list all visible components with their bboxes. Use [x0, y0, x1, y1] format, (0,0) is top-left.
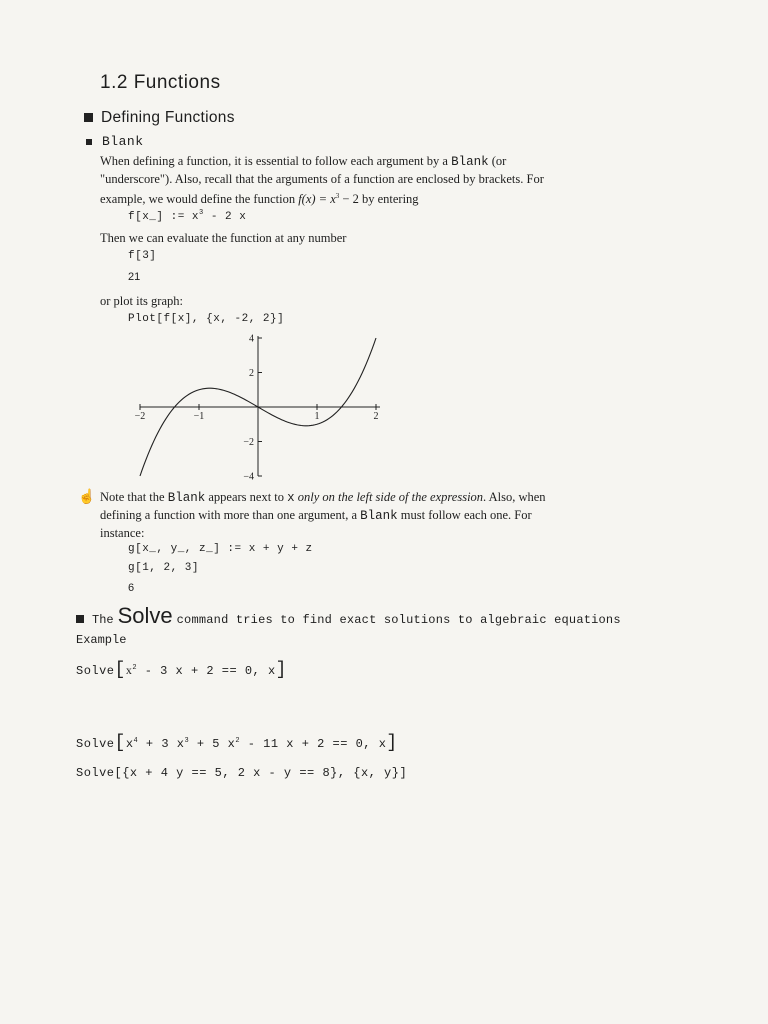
intro-line-3: example, we would define the function $f(x) = x^3 - 2$ by entering — [100, 192, 419, 206]
output-g: 6 — [128, 582, 135, 594]
eval-text: Then we can evaluate the function at any number — [100, 231, 347, 245]
code-evaluate: f[3] — [128, 250, 157, 262]
plot-text: or plot its graph: — [100, 294, 183, 308]
topic-bullet-icon — [86, 139, 92, 145]
y-tick-label: −2 — [243, 437, 254, 448]
x-tick-label: 1 — [314, 411, 320, 422]
solve-bullet-icon — [76, 615, 84, 623]
intro-paragraph — [100, 153, 640, 208]
code-define-function: f[x_] := $x^3 - 2$ x — [128, 209, 247, 223]
example-label: Example — [76, 633, 127, 647]
intro-line-1: When defining a function, it is essential to follow each argument by a Blank (or — [100, 154, 507, 169]
x-tick-label: −2 — [134, 411, 146, 422]
hand-pointer-icon: ☝ — [78, 490, 96, 505]
subsection-title: Defining Functions — [101, 109, 235, 126]
note-line-2: defining a function with more than one argument, a Blank must follow each one. For — [100, 508, 532, 523]
solve-keyword: Solve — [117, 603, 173, 628]
solve-heading: The Solve command tries to find exact solutions to algebraic equations — [76, 603, 621, 629]
section-title: 1.2 Functions — [100, 72, 221, 93]
code-g-define: g[x_, y_, z_] := x + y + z — [128, 543, 313, 555]
section-bullet-icon — [84, 113, 93, 122]
y-tick-label: −4 — [243, 471, 254, 483]
subsection-heading — [84, 109, 235, 127]
y-tick-label: 2 — [249, 368, 254, 379]
x-tick-label: −1 — [193, 411, 205, 422]
y-tick-label: 4 — [249, 333, 254, 345]
topic-title: Blank — [102, 134, 144, 149]
code-g-evaluate: g[1, 2, 3] — [128, 562, 200, 574]
code-plot: Plot[f[x], {x, -2, 2}] — [128, 313, 285, 325]
x-tick-label: 2 — [373, 411, 379, 422]
function-plot — [110, 330, 400, 485]
code-solve-2: $Solve[x^4 + 3$ $x^3 + 5$ $x^2 - 11$ x + 2 == 0, x] — [76, 733, 398, 753]
code-solve-1: $Solve[x^2 - 3$ x + 2 == 0, x] — [76, 660, 287, 680]
topic-heading — [86, 134, 144, 149]
intro-line-2: "underscore"). Also, recall that the arguments of a function are enclosed by brackets. For — [100, 172, 544, 186]
note-line-3: instance: — [100, 526, 145, 540]
note-line-1: Note that the Blank appears next to x only on the left side of the expression. Also, when — [100, 490, 546, 505]
note-paragraph — [100, 489, 640, 542]
code-solve-3: Solve[{x + 4 y == 5, 2 x - y == 8}, {x, y}] — [76, 766, 408, 780]
output-evaluate: 21 — [128, 271, 141, 283]
